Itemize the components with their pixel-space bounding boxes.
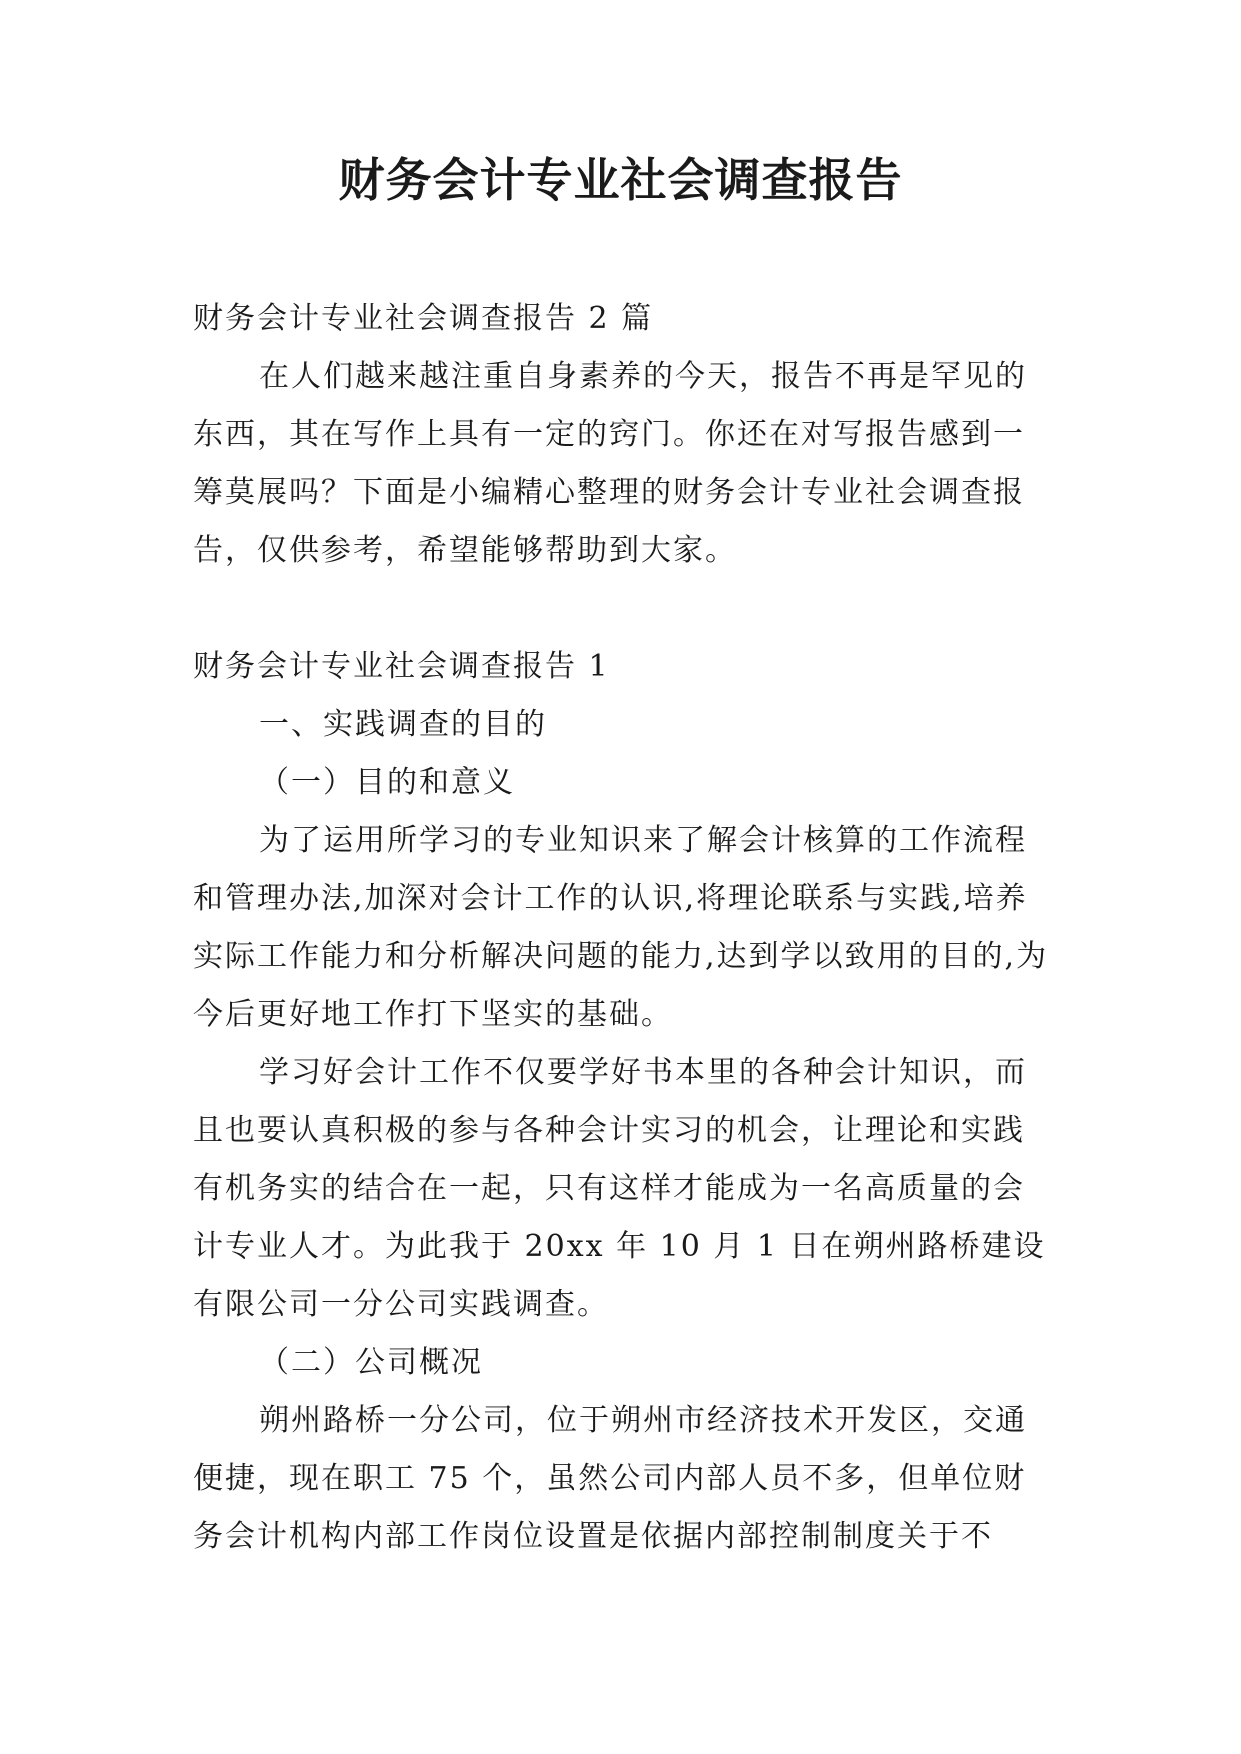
paragraph-purpose: 为了运用所学习的专业知识来了解会计核算的工作流程和管理办法,加深对会计工作的认识,将理论联系与实践,培养实际工作能力和分析解决问题的能力,达到学以致用的目的,为今后更好地工作打下坚实的基础。 — [193, 823, 1049, 1032]
intro-paragraph: 在人们越来越注重自身素养的今天，报告不再是罕见的东西，其在写作上具有一定的窍门。你还在对写报告感到一筹莫展吗？下面是小编精心整理的财务会计专业社会调查报告，仅供参考，希望能够帮助到大家。 — [193, 359, 1027, 568]
paragraph-company: 朔州路桥一分公司，位于朔州市经济技术开发区，交通便捷，现在职工 75 个，虽然公司内部人员不多，但单位财务会计机构内部工作岗位设置是依据内部控制制度关于不 — [193, 1403, 1027, 1554]
spacer — [193, 580, 1053, 638]
document-body — [193, 290, 1053, 1566]
page-title: 财务会计专业社会调查报告 — [338, 153, 903, 207]
paragraph-learning: 学习好会计工作不仅要学好书本里的各种会计知识，而且也要认真积极的参与各种会计实习的机会，让理论和实践有机务实的结合在一起，只有这样才能成为一名高质量的会计专业人才。为此我于 20xx 年 10 月 1 日在朔州路桥建设有限公司一分公司实践调查。 — [193, 1055, 1046, 1322]
section-heading: 一、实践调查的目的 — [259, 707, 547, 742]
subsection-heading-purpose: （一）目的和意义 — [259, 765, 515, 800]
subtitle: 财务会计专业社会调查报告 2 篇 — [193, 301, 654, 336]
report-title: 财务会计专业社会调查报告 1 — [193, 649, 610, 684]
subsection-heading-company: （二）公司概况 — [259, 1345, 483, 1380]
